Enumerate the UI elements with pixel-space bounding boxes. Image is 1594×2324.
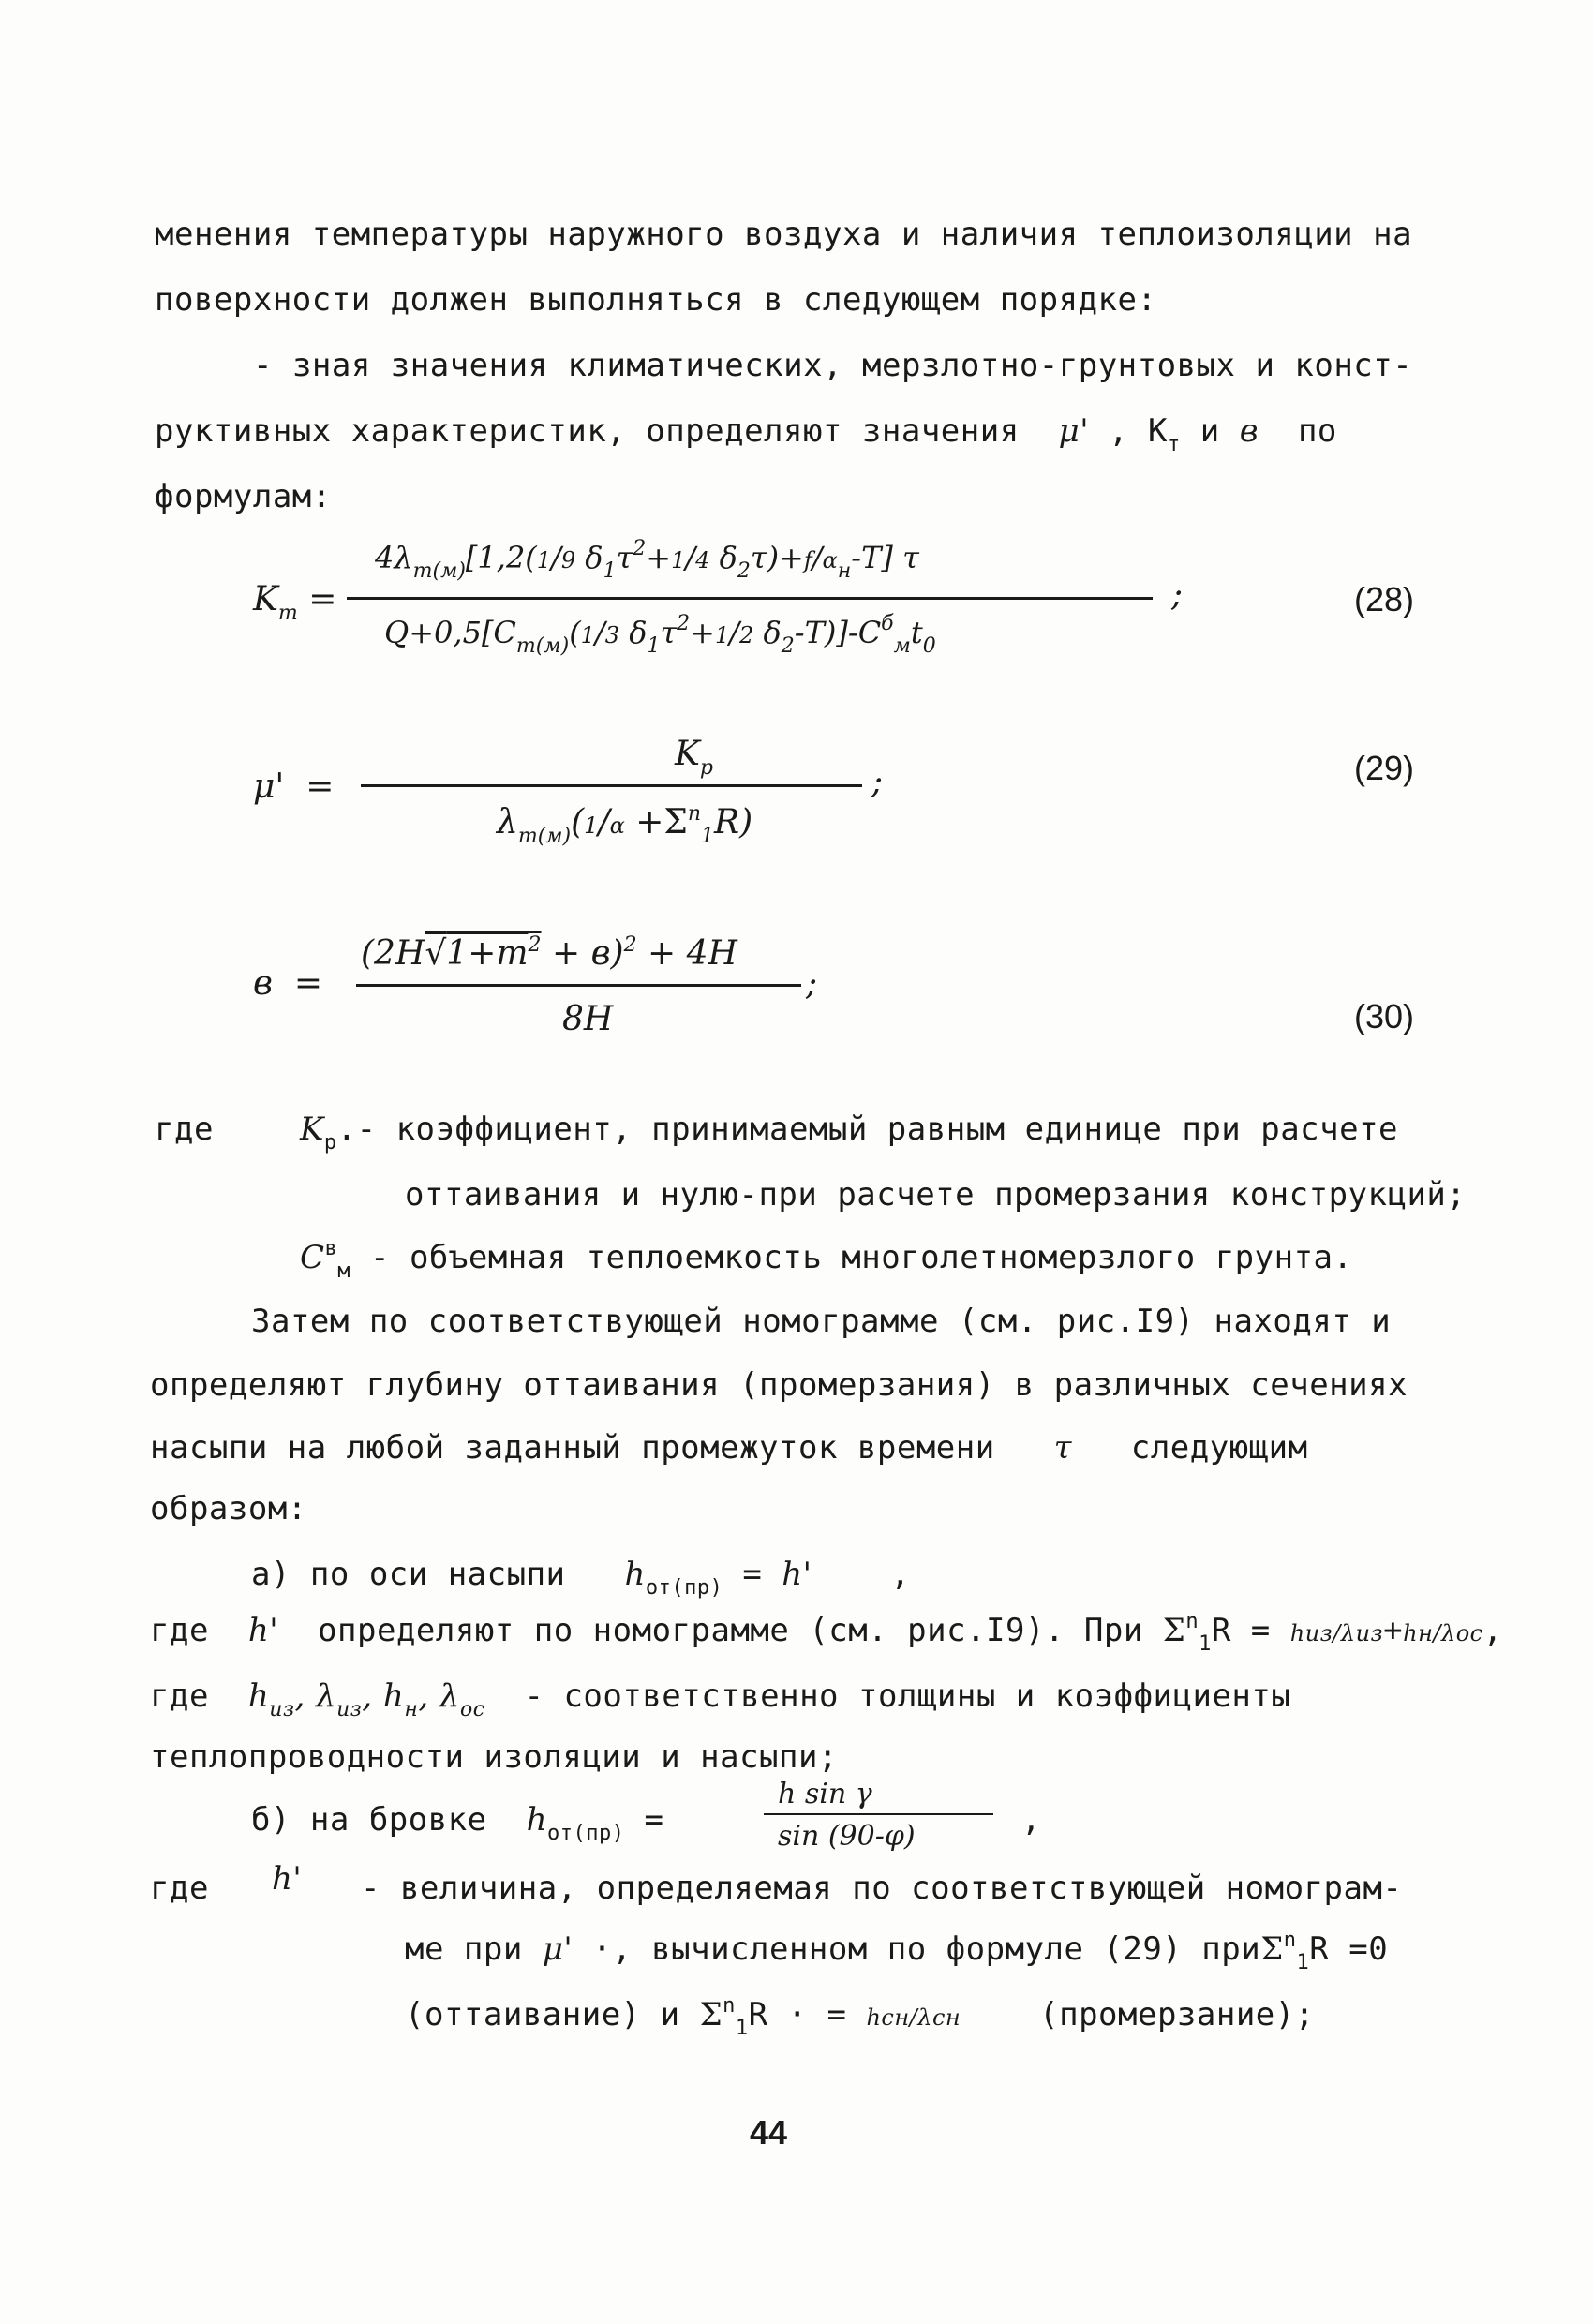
kp-subscript: p	[323, 1131, 337, 1155]
case-b-label: б) на бровке	[251, 1801, 487, 1839]
case-a-frac1: hиз/λиз	[1289, 1620, 1384, 1646]
case-b-text-2	[405, 1930, 1388, 1973]
case-b-sigma2-top: n	[723, 1994, 736, 2018]
page-number: 44	[750, 2113, 788, 2152]
cm-text: - объемная теплоемкость многолетномерзлого грунта.	[370, 1239, 1353, 1276]
intro-line-4-text: руктивных характеристик, определяют значения	[155, 412, 1020, 450]
case-b-h-subscript: от(пр)	[547, 1822, 625, 1845]
case-b-fraction-bar	[764, 1813, 993, 1815]
intro-line-2: поверхности должен выполняться в следующем порядке:	[155, 281, 1157, 319]
case-a-list: $h_{из}$, $\lambda_{из}$, $h_н$, $\lambda_{ос}$	[247, 1677, 485, 1721]
case-a-comma: ,	[890, 1556, 911, 1593]
eq29-semicolon: ;	[871, 763, 884, 801]
case-a-h-subscript: от(пр)	[645, 1576, 723, 1600]
case-a-sigma: Σ	[1162, 1612, 1186, 1649]
def-kp	[300, 1110, 1398, 1153]
case-a-label: а) по оси насыпи	[251, 1556, 566, 1593]
kp-symbol: K	[300, 1110, 324, 1148]
eq29-numerator: $K_p$	[675, 735, 713, 780]
case-a-sigma-top: n	[1185, 1610, 1199, 1633]
eq29-number: (29)	[1354, 749, 1415, 787]
body2-line-4: образом:	[150, 1490, 307, 1527]
eq28-lhs: $K_т$ =	[253, 580, 337, 625]
case-b-sigma2-bot: 1	[735, 2017, 749, 2040]
case-a-list-line	[150, 1677, 1290, 1720]
case-a-rhs: h'	[782, 1556, 812, 1593]
eq29-denominator: $\lambda_{т(м)}(1/\alpha +\Sigma^n_1R)$	[497, 802, 753, 848]
case-a-list-text: - соответственно толщины и коэффициенты	[524, 1677, 1291, 1715]
case-b-text-1: - величина, определяемая по соответствующей номограм-	[361, 1870, 1403, 1907]
case-b-mu: μ'	[542, 1930, 574, 1968]
eq29-fraction-bar	[361, 784, 862, 787]
case-a-text: определяют по номограмме (см. рис.I9). При	[318, 1612, 1143, 1649]
case-b-frac: hсн/λсн	[866, 2004, 961, 2031]
case-a-r-eq: R =	[1211, 1612, 1271, 1649]
eq28-number: (28)	[1354, 580, 1415, 618]
and-word: и	[1199, 412, 1220, 450]
case-b-where: где	[150, 1870, 209, 1907]
case-a-where2: где	[150, 1677, 209, 1715]
case-b-sigma-bot: 1	[1296, 1951, 1310, 1974]
eq30-semicolon: ;	[806, 964, 818, 1003]
case-b-denominator: sin (90-φ)	[778, 1820, 916, 1853]
body2-line-3-text: насыпи на любой заданный промежуток времени	[150, 1429, 995, 1467]
mu-symbol: μ'	[1058, 412, 1090, 450]
body2-line-2: определяют глубину оттаивания (промерзания) в различных сечениях	[150, 1366, 1408, 1404]
case-b-hprime: h'	[272, 1860, 303, 1898]
case-b-numerator: h sin γ	[778, 1778, 872, 1810]
case-a-where: где	[150, 1612, 209, 1649]
intro-line-4	[155, 412, 1337, 454]
body2-line-3-end: следующим	[1130, 1429, 1308, 1467]
case-b-hprime-wrap	[272, 1860, 302, 1898]
tau-symbol: τ	[1053, 1429, 1072, 1467]
b-symbol: в	[1239, 412, 1259, 450]
case-b-sigma: Σ	[1260, 1930, 1284, 1968]
case-b-sigma2: Σ	[699, 1996, 723, 2034]
case-b-comma: ,	[1021, 1801, 1041, 1839]
k-subscript: т	[1167, 433, 1181, 456]
eq28-fraction-bar	[347, 597, 1153, 600]
case-b-text-2a: ме при	[405, 1930, 523, 1968]
eq29-lhs: μ' =	[253, 767, 335, 806]
case-a-eq: =	[742, 1556, 763, 1593]
def-kp-cont: оттаивания и нулю-при расчете промерзания конструкций;	[405, 1176, 1467, 1214]
eq30-numerator: $(2H√1+m^2 + в)^2 + 4H$	[361, 933, 737, 973]
eq28-semicolon: ;	[1171, 575, 1184, 614]
defs-where: где	[155, 1110, 214, 1148]
case-b-text-2c: R =0	[1309, 1930, 1389, 1968]
cm-subscript: м	[337, 1259, 351, 1283]
po-word: по	[1297, 412, 1337, 450]
case-a-last: теплопроводности изоляции и насыпи;	[150, 1738, 838, 1776]
def-cm	[300, 1239, 1353, 1281]
case-b-text-3-end: (промерзание);	[1039, 1996, 1315, 2034]
body2-line-1: Затем по соответствующей номограмме (см. рис.I9) находят и	[251, 1303, 1392, 1340]
case-b-text-3	[405, 1996, 1315, 2038]
case-b-text-3-r: R · =	[748, 1996, 847, 2034]
case-a-plus: +	[1383, 1612, 1404, 1649]
body2-line-3	[150, 1429, 1308, 1467]
k-symbol: , K	[1109, 412, 1168, 450]
eq30-fraction-bar	[356, 984, 801, 987]
eq30-lhs: в =	[253, 964, 323, 1003]
case-a-h: h	[624, 1556, 646, 1593]
case-b-sigma-top: n	[1283, 1929, 1297, 1952]
case-b-text-2b: ·, вычисленном по формуле (29) при	[592, 1930, 1261, 1968]
cm-superscript: в	[324, 1237, 338, 1260]
eq28-denominator: $Q+0,5[C_{т(м)}(1/3$ $\delta_1\tau^2+1/2$ $\delta_2-T)]-C^б_мt_0$	[384, 612, 936, 658]
case-a-hprime: h'	[247, 1612, 279, 1649]
intro-line-5: формулам:	[155, 478, 332, 515]
eq28-numerator: $4\lambda_{т(м)}[1,2(1/9$ $\delta_1\tau^2+1/4$ $\delta_2\tau)+f/\alpha_н-T$] τ	[375, 537, 919, 583]
case-a-frac2: hн/λос	[1403, 1620, 1483, 1646]
intro-line-1: менения температуры наружного воздуха и наличия теплоизоляции на	[155, 216, 1413, 253]
case-b-line	[251, 1801, 663, 1843]
eq30-denominator: 8H	[562, 1000, 614, 1038]
case-a-where-line	[150, 1612, 1503, 1654]
kp-text-1: .- коэффициент, принимаемый равным единице при расчете	[336, 1110, 1399, 1148]
case-b-h: h	[526, 1801, 547, 1839]
cm-symbol: C	[300, 1239, 325, 1276]
intro-line-3: - зная значения климатических, мерзлотно-грунтовых и конст-	[253, 347, 1413, 384]
case-a-sigma-bot: 1	[1199, 1632, 1212, 1656]
case-a-comma2: ,	[1482, 1612, 1503, 1649]
case-b-eq: =	[644, 1801, 664, 1839]
case-a-line	[251, 1556, 910, 1598]
eq30-number: (30)	[1354, 997, 1415, 1035]
case-b-text-3a: (оттаивание) и	[405, 1996, 680, 2034]
